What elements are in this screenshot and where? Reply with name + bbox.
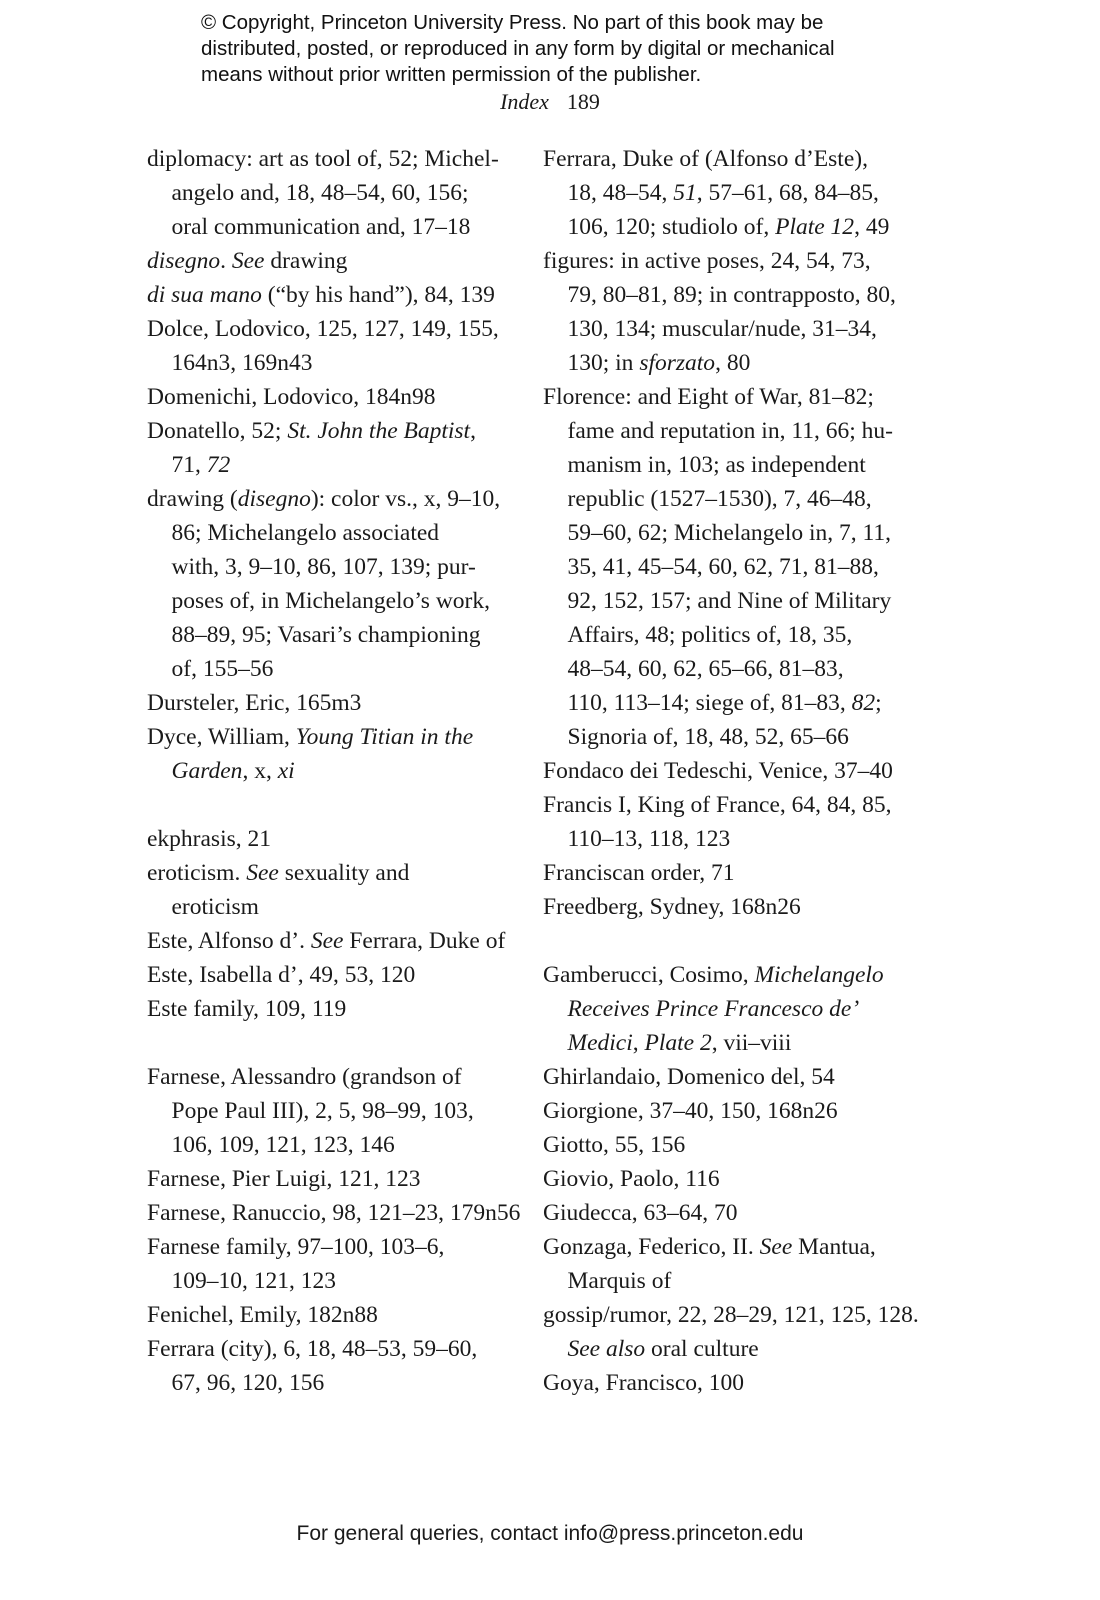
index-entry-line: Pope Paul III), 2, 5, 98–99, 103,	[171, 1098, 474, 1124]
index-entry	[543, 1196, 923, 1230]
index-entry-line: 86; Michelangelo associated	[171, 520, 440, 546]
index-entry-line: 130; in sforzato, 80	[567, 350, 751, 376]
index-entry-line: 71, 72	[171, 452, 231, 478]
footer-contact: For general queries, contact info@press.princeton.edu	[296, 1522, 804, 1545]
index-entry-line: Florence: and Eight of War, 81–82;	[543, 384, 874, 410]
index-entry	[147, 414, 517, 482]
index-entry-line: di sua mano (“by his hand”), 84, 139	[147, 282, 495, 308]
index-entry-line: Dolce, Lodovico, 125, 127, 149, 155,	[147, 316, 499, 342]
index-entry-line: with, 3, 9–10, 86, 107, 139; pur-	[171, 554, 476, 580]
index-entry-line: 59–60, 62; Michelangelo in, 7, 11,	[567, 520, 892, 546]
index-entry-line: 106, 120; studiolo of, Plate 12, 49	[567, 214, 890, 240]
index-entry-line: Giorgione, 37–40, 150, 168n26	[543, 1098, 838, 1124]
index-entry	[147, 1162, 517, 1196]
index-entry	[147, 924, 517, 958]
index-entry-line: Franciscan order, 71	[543, 860, 735, 886]
index-column-right	[543, 142, 923, 1400]
index-entry	[147, 278, 517, 312]
index-entry-line: of, 155–56	[171, 656, 274, 682]
running-head	[0, 88, 1100, 116]
index-entry-line: diplomacy: art as tool of, 52; Michel-	[147, 146, 499, 172]
index-entry-line: eroticism	[171, 894, 259, 920]
index-entry-line: 92, 152, 157; and Nine of Military	[567, 588, 892, 614]
index-entry-line: Ghirlandaio, Domenico del, 54	[543, 1064, 835, 1090]
index-entry-line: 110, 113–14; siege of, 81–83, 82;	[567, 690, 882, 716]
index-entry	[543, 1060, 923, 1094]
index-entry-line: poses of, in Michelangelo’s work,	[171, 588, 491, 614]
page-number: 189	[566, 89, 600, 114]
index-entry	[147, 992, 517, 1026]
index-entry-line: 48–54, 60, 62, 65–66, 81–83,	[567, 656, 844, 682]
index-entry	[147, 720, 517, 788]
index-entry	[543, 856, 923, 890]
index-entry	[147, 822, 517, 856]
index-entry	[543, 244, 923, 380]
index-entry-line: eroticism. See sexuality and	[147, 860, 410, 886]
index-entry	[147, 380, 517, 414]
index-entry-line: 35, 41, 45–54, 60, 62, 71, 81–88,	[567, 554, 879, 580]
index-entry-line: 18, 48–54, 51, 57–61, 68, 84–85,	[567, 180, 879, 206]
index-entry-line: Receives Prince Francesco de’	[567, 996, 860, 1022]
index-entry-line: 67, 96, 120, 156	[171, 1370, 325, 1396]
index-entry-line: figures: in active poses, 24, 54, 73,	[543, 248, 871, 274]
index-entry-line: Giotto, 55, 156	[543, 1132, 686, 1158]
letter-group-gap	[543, 924, 923, 958]
index-entry	[543, 1162, 923, 1196]
index-entry-line: Domenichi, Lodovico, 184n98	[147, 384, 436, 410]
index-entry-line: Signoria of, 18, 48, 52, 65–66	[567, 724, 849, 750]
index-entry-line: manism in, 103; as independent	[567, 452, 866, 478]
index-entry	[147, 1230, 517, 1298]
index-entry	[543, 958, 923, 1060]
index-entry	[147, 856, 517, 924]
index-entry-line: angelo and, 18, 48–54, 60, 156;	[171, 180, 469, 206]
index-entry	[147, 1298, 517, 1332]
index-entry	[543, 1230, 923, 1298]
index-entry	[543, 754, 923, 788]
index-entry	[147, 958, 517, 992]
index-entry-line: See also oral culture	[567, 1336, 759, 1362]
index-entry	[147, 1332, 517, 1400]
index-entry-line: Giovio, Paolo, 116	[543, 1166, 720, 1192]
copyright-line: means without prior written permission of the publisher.	[201, 63, 702, 86]
index-entry-line: 106, 109, 121, 123, 146	[171, 1132, 395, 1158]
copyright-line: distributed, posted, or reproduced in any form by digital or mechanical	[201, 37, 835, 60]
index-entry-line: Ferrara, Duke of (Alfonso d’Este),	[543, 146, 868, 172]
index-entry-line: Este, Isabella d’, 49, 53, 120	[147, 962, 416, 988]
index-entry-line: Goya, Francisco, 100	[543, 1370, 745, 1396]
index-entry	[543, 1094, 923, 1128]
index-entry-line: Marquis of	[567, 1268, 672, 1294]
index-entry-line: Dursteler, Eric, 165m3	[147, 690, 362, 716]
index-column-left	[147, 142, 521, 1400]
index-entry-line: gossip/rumor, 22, 28–29, 121, 125, 128.	[543, 1302, 919, 1328]
index-entry-line: Este, Alfonso d’. See Ferrara, Duke of	[147, 928, 506, 954]
index-entry	[147, 142, 517, 244]
index-entry-line: republic (1527–1530), 7, 46–48,	[567, 486, 872, 512]
index-entry	[543, 1128, 923, 1162]
index-entry-line: Farnese, Alessandro (grandson of	[147, 1064, 462, 1090]
index-entry-line: Dyce, William, Young Titian in the	[147, 724, 474, 750]
index-entry-line: Farnese, Ranuccio, 98, 121–23, 179n56	[147, 1200, 521, 1226]
index-entry-line: 109–10, 121, 123	[171, 1268, 336, 1294]
index-entry-line: 164n3, 169n43	[171, 350, 313, 376]
index-entry-line: Francis I, King of France, 64, 84, 85,	[543, 792, 892, 818]
index-entry-line: 110–13, 118, 123	[567, 826, 731, 852]
index-entry-line: Affairs, 48; politics of, 18, 35,	[567, 622, 853, 648]
index-entry-line: Medici, Plate 2, vii–viii	[567, 1030, 792, 1056]
index-entry-line: Garden, x, xi	[171, 758, 295, 784]
index-entry-line: fame and reputation in, 11, 66; hu-	[567, 418, 893, 444]
index-entry-line: oral communication and, 17–18	[171, 214, 471, 240]
index-entry-line: Freedberg, Sydney, 168n26	[543, 894, 801, 920]
index-entry-line: Giudecca, 63–64, 70	[543, 1200, 738, 1226]
index-entry-line: Gamberucci, Cosimo, Michelangelo	[543, 962, 884, 988]
index-entry-line: 79, 80–81, 89; in contrapposto, 80,	[567, 282, 896, 308]
index-entry-line: Farnese family, 97–100, 103–6,	[147, 1234, 445, 1260]
index-entry	[543, 788, 923, 856]
index-entry	[147, 1060, 517, 1162]
index-entry-line: Gonzaga, Federico, II. See Mantua,	[543, 1234, 876, 1260]
section-title: Index	[500, 89, 549, 114]
index-entry	[147, 312, 517, 380]
index-entry	[147, 244, 517, 278]
index-entry	[543, 380, 923, 754]
letter-group-gap	[147, 788, 517, 822]
index-entry-line: Farnese, Pier Luigi, 121, 123	[147, 1166, 421, 1192]
index-entry	[543, 1298, 923, 1366]
index-entry-line: 130, 134; muscular/nude, 31–34,	[567, 316, 877, 342]
index-entry	[147, 482, 517, 686]
index-entry-line: Donatello, 52; St. John the Baptist,	[147, 418, 476, 444]
index-entry-line: Fenichel, Emily, 182n88	[147, 1302, 378, 1328]
index-entry	[147, 686, 517, 720]
index-entry-line: Fondaco dei Tedeschi, Venice, 37–40	[543, 758, 893, 784]
index-entry-line: ekphrasis, 21	[147, 826, 272, 852]
index-entry-line: 88–89, 95; Vasari’s championing	[171, 622, 481, 648]
index-entry-line: Ferrara (city), 6, 18, 48–53, 59–60,	[147, 1336, 478, 1362]
copyright-line: © Copyright, Princeton University Press. No part of this book may be	[201, 11, 824, 34]
copyright-notice	[201, 10, 921, 88]
index-entry-line: disegno. See drawing	[147, 248, 348, 274]
index-entry	[543, 890, 923, 924]
index-entry	[543, 142, 923, 244]
index-entry-line: Este family, 109, 119	[147, 996, 347, 1022]
index-entry	[543, 1366, 923, 1400]
index-entry-line: drawing (disegno): color vs., x, 9–10,	[147, 486, 501, 512]
index-entry	[147, 1196, 521, 1230]
letter-group-gap	[147, 1026, 517, 1060]
